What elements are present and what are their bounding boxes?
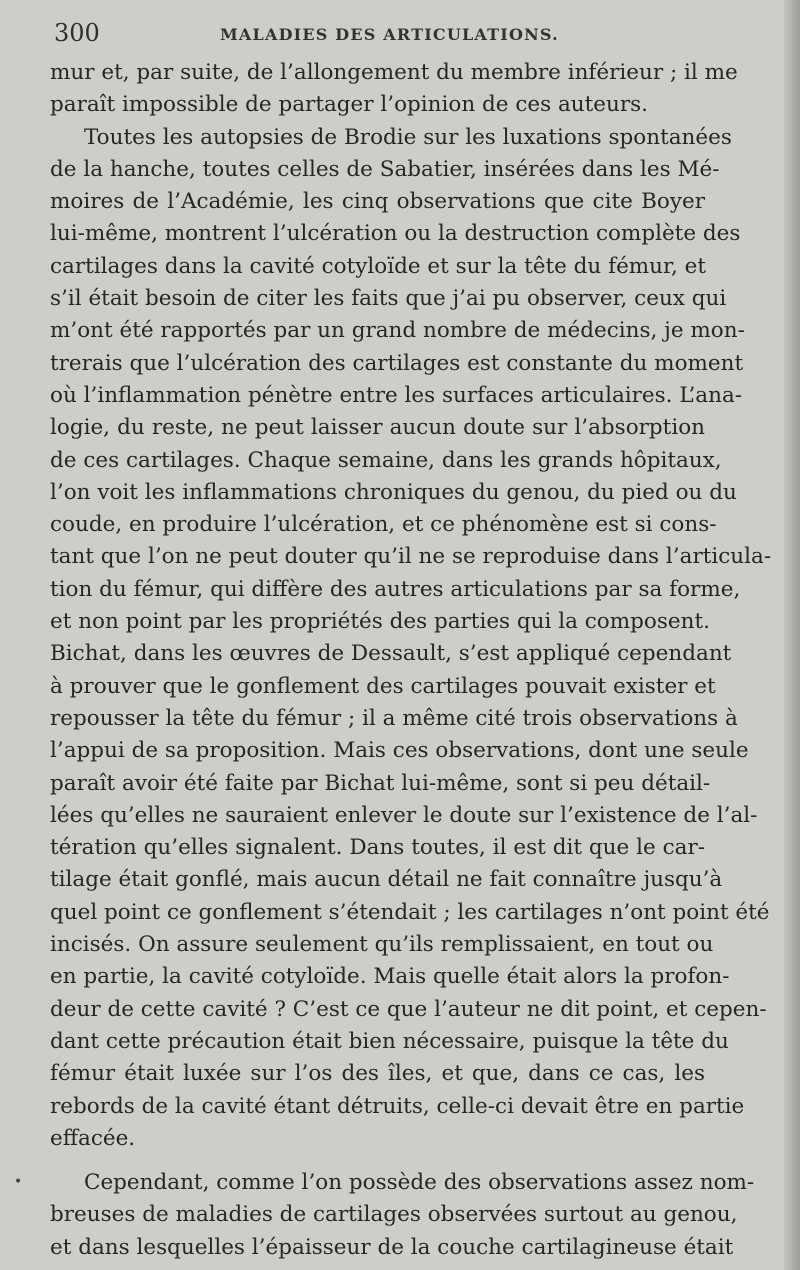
text-line: et non point par les propriétés des parties qui la composent. bbox=[50, 609, 710, 635]
page-number: 300 bbox=[54, 19, 100, 47]
text-line: m’ont été rapportés par un grand nombre de médecins, je mon- bbox=[50, 318, 745, 344]
text-line: en partie, la cavité cotyloïde. Mais quelle était alors la profon- bbox=[50, 964, 730, 990]
text-line: dant cette précaution était bien nécessaire, puisque la tête du bbox=[50, 1028, 729, 1054]
text-line: breuses de maladies de cartilages observées surtout au genou, bbox=[50, 1202, 738, 1228]
text-line: tion du fémur, qui diffère des autres articulations par sa forme, bbox=[50, 576, 741, 602]
text-line: Cependant, comme l’on possède des observations assez nom- bbox=[84, 1170, 755, 1196]
margin-mark: • bbox=[14, 1174, 23, 1190]
text-line: tération qu’elles signalent. Dans toutes, il est dit que le car- bbox=[50, 835, 705, 861]
text-line: moires de l’Académie, les cinq observations que cite Boyer bbox=[50, 189, 705, 215]
text-line: lui-même, montrent l’ulcération ou la destruction complète des bbox=[50, 221, 741, 247]
text-line: fémur était luxée sur l’os des îles, et que, dans ce cas, les bbox=[50, 1061, 705, 1087]
text-line: l’appui de sa proposition. Mais ces observations, dont une seule bbox=[50, 738, 749, 764]
text-line: tilage était gonflé, mais aucun détail ne fait connaître jusqu’à bbox=[50, 867, 723, 893]
text-line: et dans lesquelles l’épaisseur de la couche cartilagineuse était bbox=[50, 1234, 734, 1260]
text-line: Toutes les autopsies de Brodie sur les luxations spontanées bbox=[84, 124, 732, 150]
paragraph-gap bbox=[50, 1155, 705, 1167]
text-line: coude, en produire l’ulcération, et ce phénomène est si cons- bbox=[50, 512, 717, 538]
text-line: trerais que l’ulcération des cartilages est constante du moment bbox=[50, 350, 744, 376]
text-line: cartilages dans la cavité cotyloïde et sur la tête du fémur, et bbox=[50, 253, 706, 279]
text-line: s’il était besoin de citer les faits que j’ai pu observer, ceux qui bbox=[50, 286, 727, 312]
text-line: paraît impossible de partager l’opinion de ces auteurs. bbox=[50, 92, 648, 118]
text-line: deur de cette cavité ? C’est ce que l’auteur ne dit point, et cepen- bbox=[50, 996, 767, 1022]
page-header bbox=[50, 18, 700, 52]
page-edge-shadow bbox=[784, 0, 800, 1270]
text-line: effacée. bbox=[50, 1125, 136, 1151]
text-line: Bichat, dans les œuvres de Dessault, s’est appliqué cependant bbox=[50, 641, 732, 667]
text-line: l’on voit les inflammations chroniques du genou, du pied ou du bbox=[50, 479, 737, 505]
text-line: tant que l’on ne peut douter qu’il ne se reproduise dans l’articula- bbox=[50, 544, 772, 570]
text-line: mur et, par suite, de l’allongement du membre inférieur ; il me bbox=[50, 60, 738, 85]
text-line: où l’inflammation pénètre entre les surfaces articulaires. L’ana- bbox=[50, 382, 743, 408]
text-line: à prouver que le gonflement des cartilages pouvait exister et bbox=[50, 673, 716, 699]
text-line: lées qu’elles ne sauraient enlever le doute sur l’existence de l’al- bbox=[50, 802, 758, 828]
text-line: de la hanche, toutes celles de Sabatier, insérées dans les Mé- bbox=[50, 156, 720, 182]
text-line: de ces cartilages. Chaque semaine, dans les grands hôpitaux, bbox=[50, 447, 722, 473]
text-line: logie, du reste, ne peut laisser aucun doute sur l’absorption bbox=[50, 415, 705, 441]
text-line: quel point ce gonflement s’étendait ; les cartilages n’ont point été bbox=[50, 899, 770, 925]
text-line: repousser la tête du fémur ; il a même cité trois observations à bbox=[50, 705, 738, 731]
body-text bbox=[50, 57, 772, 1264]
running-title: MALADIES DES ARTICULATIONS. bbox=[220, 25, 559, 44]
text-line: rebords de la cavité étant détruits, celle-ci devait être en partie bbox=[50, 1093, 745, 1119]
text-line: incisés. On assure seulement qu’ils remplissaient, en tout ou bbox=[50, 932, 714, 958]
text-line: paraît avoir été faite par Bichat lui-même, sont si peu détail- bbox=[50, 770, 711, 796]
